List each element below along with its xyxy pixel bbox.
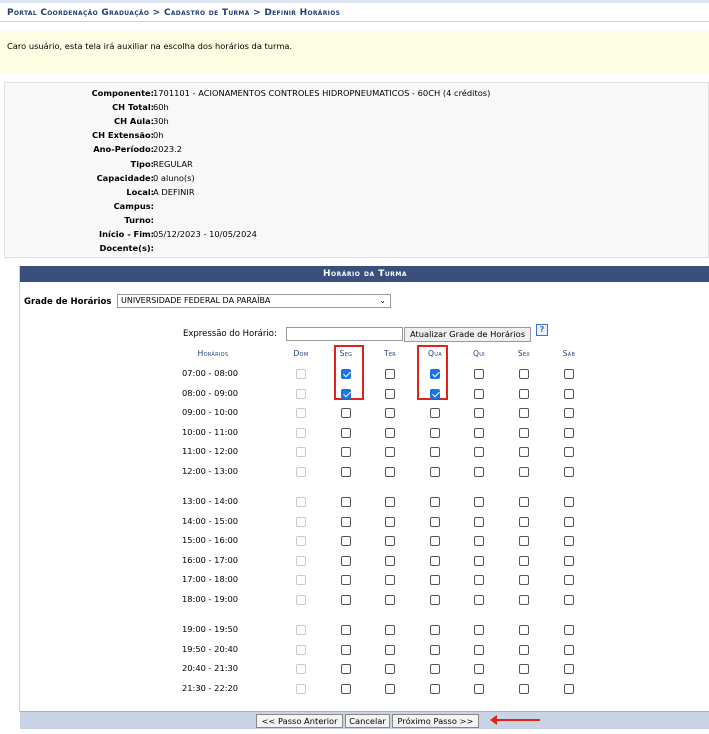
schedule-checkbox[interactable] xyxy=(564,645,574,655)
detail-label: Campus: xyxy=(113,200,154,211)
schedule-checkbox[interactable] xyxy=(519,369,529,379)
schedule-checkbox[interactable] xyxy=(519,595,529,605)
arrow-left-icon xyxy=(496,719,540,721)
schedule-checkbox[interactable] xyxy=(474,369,484,379)
schedule-checkbox[interactable] xyxy=(430,389,440,399)
column-header: Qua xyxy=(428,349,442,358)
schedule-checkbox[interactable] xyxy=(474,625,484,635)
schedule-checkbox[interactable] xyxy=(385,467,395,477)
schedule-checkbox[interactable] xyxy=(385,428,395,438)
schedule-checkbox xyxy=(296,536,306,546)
time-slot-label: 07:00 - 08:00 xyxy=(182,368,239,378)
schedule-checkbox[interactable] xyxy=(474,536,484,546)
detail-value: 0 aluno(s) xyxy=(153,172,195,183)
schedule-checkbox[interactable] xyxy=(519,645,529,655)
schedule-checkbox[interactable] xyxy=(385,536,395,546)
schedule-checkbox xyxy=(296,467,306,477)
info-message: Caro usuário, esta tela irá auxiliar na escolha dos horários da turma. xyxy=(7,41,293,51)
schedule-checkbox[interactable] xyxy=(519,467,529,477)
schedule-checkbox[interactable] xyxy=(341,408,351,418)
detail-row xyxy=(5,187,709,201)
grade-label: Grade de Horários xyxy=(24,297,112,307)
schedule-checkbox[interactable] xyxy=(341,369,351,379)
breadcrumb xyxy=(0,0,709,22)
schedule-checkbox[interactable] xyxy=(430,595,440,605)
schedule-checkbox[interactable] xyxy=(385,497,395,507)
column-header: Seg xyxy=(339,349,353,358)
schedule-checkbox[interactable] xyxy=(341,517,351,527)
schedule-checkbox[interactable] xyxy=(341,625,351,635)
time-slot-label: 16:00 - 17:00 xyxy=(182,554,239,565)
schedule-checkbox[interactable] xyxy=(385,575,395,585)
time-slot-label: 14:00 - 15:00 xyxy=(182,515,239,526)
schedule-checkbox[interactable] xyxy=(430,408,440,418)
expression-input[interactable] xyxy=(286,327,403,341)
detail-row xyxy=(5,88,709,102)
schedule-checkbox xyxy=(296,369,306,379)
schedule-checkbox[interactable] xyxy=(341,645,351,655)
detail-value: REGULAR xyxy=(153,158,193,169)
schedule-panel xyxy=(19,266,709,726)
class-details-panel xyxy=(4,82,709,258)
schedule-checkbox[interactable] xyxy=(564,517,574,527)
schedule-checkbox[interactable] xyxy=(430,625,440,635)
next-step-button[interactable]: Próximo Passo >> xyxy=(392,714,479,728)
schedule-checkbox[interactable] xyxy=(385,556,395,566)
time-slot-label: 19:00 - 19:50 xyxy=(182,624,239,634)
chevron-down-icon: ⌄ xyxy=(379,296,386,305)
schedule-checkbox[interactable] xyxy=(519,428,529,438)
time-slot-label: 21:30 - 22:20 xyxy=(182,682,239,693)
schedule-checkbox[interactable] xyxy=(430,664,440,674)
detail-row xyxy=(5,229,709,243)
schedule-checkbox xyxy=(296,664,306,674)
schedule-checkbox[interactable] xyxy=(385,625,395,635)
column-header: Horários xyxy=(197,349,229,358)
detail-row xyxy=(5,215,709,229)
schedule-checkbox xyxy=(296,625,306,635)
schedule-checkbox[interactable] xyxy=(564,575,574,585)
schedule-checkbox[interactable] xyxy=(341,595,351,605)
schedule-checkbox xyxy=(296,575,306,585)
schedule-checkbox[interactable] xyxy=(474,595,484,605)
detail-value: A DEFINIR xyxy=(153,186,195,197)
schedule-checkbox[interactable] xyxy=(430,497,440,507)
schedule-checkbox[interactable] xyxy=(341,536,351,546)
detail-label: CH Extensão: xyxy=(92,130,154,141)
schedule-checkbox xyxy=(296,645,306,655)
schedule-checkbox[interactable] xyxy=(564,428,574,438)
schedule-checkbox[interactable] xyxy=(474,497,484,507)
schedule-checkbox[interactable] xyxy=(474,645,484,655)
schedule-checkbox xyxy=(296,497,306,507)
schedule-checkbox[interactable] xyxy=(430,467,440,477)
schedule-checkbox[interactable] xyxy=(519,447,529,457)
detail-row xyxy=(5,102,709,116)
schedule-checkbox[interactable] xyxy=(341,664,351,674)
schedule-checkbox[interactable] xyxy=(341,684,351,694)
detail-row xyxy=(5,144,709,158)
schedule-checkbox[interactable] xyxy=(385,684,395,694)
schedule-checkbox[interactable] xyxy=(474,467,484,477)
schedule-checkbox[interactable] xyxy=(564,595,574,605)
schedule-checkbox[interactable] xyxy=(430,536,440,546)
schedule-checkbox[interactable] xyxy=(341,447,351,457)
detail-row xyxy=(5,130,709,144)
detail-label: Local: xyxy=(126,186,154,197)
schedule-checkbox xyxy=(296,556,306,566)
schedule-checkbox[interactable] xyxy=(474,389,484,399)
time-slot-label: 10:00 - 11:00 xyxy=(182,426,239,437)
schedule-checkbox[interactable] xyxy=(385,645,395,655)
detail-value: 2023.2 xyxy=(153,144,183,155)
info-message-box xyxy=(0,31,709,74)
column-header: Qui xyxy=(473,349,485,358)
schedule-checkbox[interactable] xyxy=(519,389,529,399)
time-slot-label: 08:00 - 09:00 xyxy=(182,387,239,398)
schedule-checkbox xyxy=(296,447,306,457)
schedule-checkbox[interactable] xyxy=(564,684,574,694)
schedule-checkbox[interactable] xyxy=(385,447,395,457)
schedule-checkbox[interactable] xyxy=(341,556,351,566)
schedule-checkbox[interactable] xyxy=(474,517,484,527)
detail-value: 30h xyxy=(153,116,169,127)
schedule-checkbox[interactable] xyxy=(341,428,351,438)
schedule-checkbox[interactable] xyxy=(564,369,574,379)
schedule-checkbox[interactable] xyxy=(519,664,529,674)
detail-label: Turno: xyxy=(124,214,154,225)
time-slot-label: 18:00 - 19:00 xyxy=(182,593,239,604)
schedule-checkbox[interactable] xyxy=(519,575,529,585)
schedule-checkbox[interactable] xyxy=(519,408,529,418)
detail-label: CH Aula: xyxy=(113,116,154,127)
schedule-checkbox[interactable] xyxy=(564,664,574,674)
detail-row xyxy=(5,116,709,130)
expression-label: Expressão do Horário: xyxy=(183,329,277,339)
schedule-checkbox[interactable] xyxy=(564,467,574,477)
schedule-checkbox[interactable] xyxy=(341,467,351,477)
time-slot-label: 11:00 - 12:00 xyxy=(182,446,239,456)
schedule-checkbox[interactable] xyxy=(430,517,440,527)
schedule-checkbox[interactable] xyxy=(519,517,529,527)
detail-value: 05/12/2023 - 10/05/2024 xyxy=(153,229,257,239)
panel-title: Horário da Turma xyxy=(20,266,709,282)
schedule-checkbox[interactable] xyxy=(564,389,574,399)
time-slot-label: 15:00 - 16:00 xyxy=(182,535,239,545)
schedule-checkbox[interactable] xyxy=(519,684,529,694)
detail-value: 60h xyxy=(153,102,169,113)
footer-bar xyxy=(20,711,709,729)
detail-row xyxy=(5,201,709,215)
detail-value: 1701101 - ACIONAMENTOS CONTROLES HIDROPNEUMATICOS - 60CH (4 créditos) xyxy=(153,88,491,98)
schedule-checkbox[interactable] xyxy=(519,497,529,507)
schedule-checkbox[interactable] xyxy=(474,684,484,694)
schedule-checkbox[interactable] xyxy=(519,536,529,546)
detail-label: Início - Fim: xyxy=(99,229,154,239)
schedule-checkbox[interactable] xyxy=(430,428,440,438)
column-header: Sáb xyxy=(562,349,576,358)
schedule-checkbox[interactable] xyxy=(430,684,440,694)
schedule-checkbox xyxy=(296,595,306,605)
schedule-checkbox[interactable] xyxy=(474,575,484,585)
time-slot-label: 19:50 - 20:40 xyxy=(182,643,239,654)
detail-row xyxy=(5,159,709,173)
update-grid-button[interactable]: Atualizar Grade de Horários xyxy=(404,327,531,342)
schedule-checkbox[interactable] xyxy=(564,447,574,457)
schedule-checkbox[interactable] xyxy=(341,389,351,399)
schedule-checkbox xyxy=(296,408,306,418)
breadcrumb-text: Portal Coordenação Graduação > Cadastro de Turma > Definir Horários xyxy=(7,8,341,18)
column-header: Ter xyxy=(383,349,397,358)
detail-row xyxy=(5,243,709,257)
time-slot-label: 17:00 - 18:00 xyxy=(182,574,239,584)
help-icon[interactable]: ? xyxy=(536,324,548,336)
schedule-checkbox[interactable] xyxy=(385,369,395,379)
schedule-checkbox[interactable] xyxy=(564,536,574,546)
schedule-checkbox[interactable] xyxy=(564,408,574,418)
grade-select-value: UNIVERSIDADE FEDERAL DA PARAÍBA xyxy=(121,296,271,305)
schedule-checkbox xyxy=(296,389,306,399)
column-header: Sex xyxy=(517,349,531,358)
time-slot-label: 13:00 - 14:00 xyxy=(182,496,239,506)
schedule-checkbox[interactable] xyxy=(385,664,395,674)
schedule-checkbox xyxy=(296,684,306,694)
detail-label: Ano-Período: xyxy=(93,144,154,155)
cancel-button[interactable]: Cancelar xyxy=(345,714,390,728)
schedule-checkbox[interactable] xyxy=(519,556,529,566)
detail-row xyxy=(5,173,709,187)
schedule-checkbox[interactable] xyxy=(474,408,484,418)
schedule-checkbox[interactable] xyxy=(385,389,395,399)
schedule-checkbox[interactable] xyxy=(474,664,484,674)
schedule-checkbox[interactable] xyxy=(430,645,440,655)
grade-select[interactable] xyxy=(117,294,391,308)
schedule-checkbox xyxy=(296,428,306,438)
schedule-checkbox[interactable] xyxy=(564,497,574,507)
previous-step-button[interactable]: << Passo Anterior xyxy=(256,714,343,728)
schedule-checkbox[interactable] xyxy=(430,447,440,457)
schedule-checkbox[interactable] xyxy=(430,575,440,585)
schedule-checkbox[interactable] xyxy=(430,369,440,379)
time-slot-label: 20:40 - 21:30 xyxy=(182,663,239,673)
schedule-checkbox[interactable] xyxy=(474,447,484,457)
time-slot-label: 12:00 - 13:00 xyxy=(182,465,239,476)
detail-label: Componente: xyxy=(91,88,154,98)
schedule-checkbox[interactable] xyxy=(385,517,395,527)
schedule-checkbox[interactable] xyxy=(430,556,440,566)
schedule-checkbox[interactable] xyxy=(474,556,484,566)
schedule-checkbox[interactable] xyxy=(519,625,529,635)
detail-label: Tipo: xyxy=(130,158,154,169)
schedule-checkbox[interactable] xyxy=(341,497,351,507)
detail-label: Capacidade: xyxy=(96,172,154,183)
schedule-checkbox[interactable] xyxy=(385,595,395,605)
detail-label: CH Total: xyxy=(112,102,154,113)
detail-label: Docente(s): xyxy=(99,243,154,254)
detail-value: 0h xyxy=(153,130,164,141)
column-header: Dom xyxy=(293,349,309,358)
schedule-checkbox[interactable] xyxy=(564,556,574,566)
schedule-checkbox xyxy=(296,517,306,527)
schedule-checkbox[interactable] xyxy=(474,428,484,438)
schedule-checkbox[interactable] xyxy=(385,408,395,418)
time-slot-label: 09:00 - 10:00 xyxy=(182,407,239,417)
schedule-checkbox[interactable] xyxy=(341,575,351,585)
schedule-checkbox[interactable] xyxy=(564,625,574,635)
